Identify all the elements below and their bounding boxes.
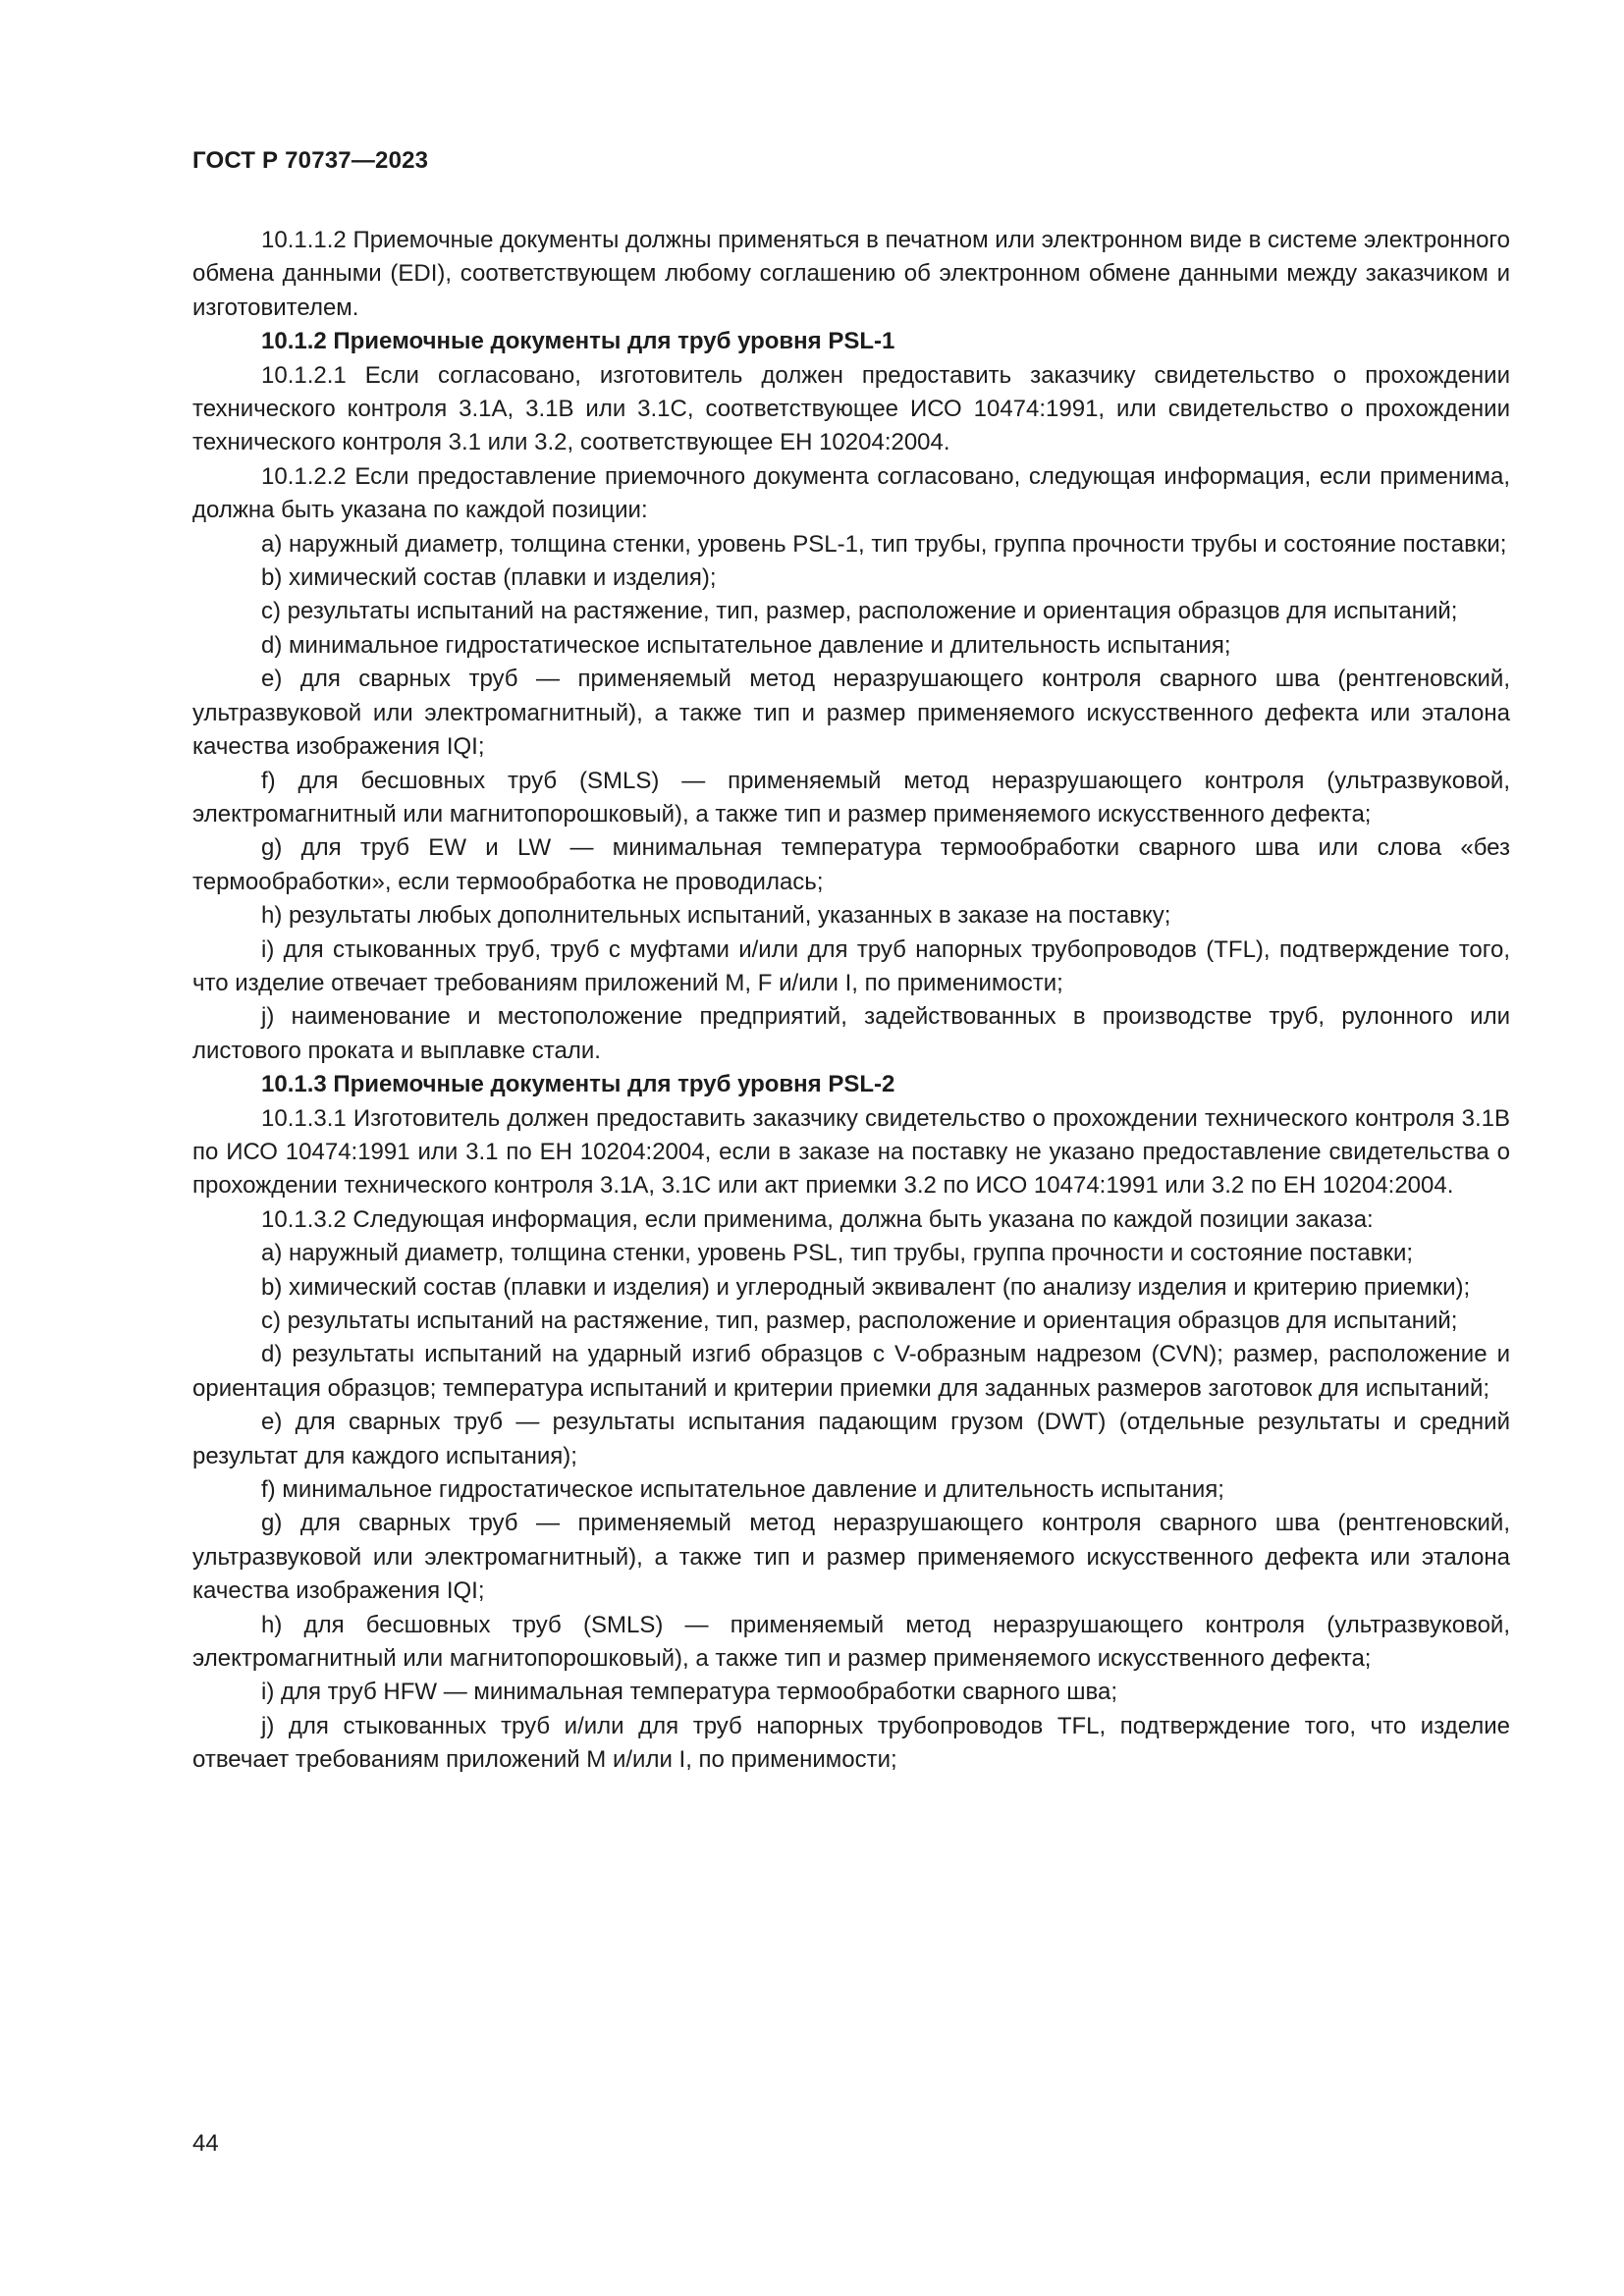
- paragraph: 10.1.3.2 Следующая информация, если применима, должна быть указана по каждой позиции заказа:: [261, 1205, 1374, 1233]
- paragraph: i) для труб HFW — минимальная температура термообработки сварного шва;: [261, 1679, 1117, 1706]
- paragraph: g) для сварных труб — применяемый метод неразрушающего контроля сварного шва (рентгеновский, ультразвуковой или электромагнитный), а также тип и размер применяемого искусственного дефекта или эталона качества изображения IQI;: [192, 1510, 1510, 1605]
- paragraph: h) результаты любых дополнительных испытаний, указанных в заказе на поставку;: [261, 902, 1171, 930]
- paragraph: g) для труб EW и LW — минимальная температура термообработки сварного шва или слова «без термообработки», если термообработка не проводилась;: [192, 834, 1510, 895]
- paragraph: 10.1.3.1 Изготовитель должен предоставить заказчику свидетельство о прохождении технического контроля 3.1В по ИСО 10474:1991 или 3.1 по ЕН 10204:2004, если в заказе на поставку не указано предоставление свидетельства о прохождении технического контроля 3.1А, 3.1С или акт приемки 3.2 по ИСО 10474:1991 или 3.2 по ЕН 10204:2004.: [192, 1104, 1510, 1200]
- document-header: ГОСТ Р 70737—2023: [192, 147, 429, 174]
- paragraph: a) наружный диаметр, толщина стенки, уровень PSL-1, тип трубы, группа прочности трубы и состояние поставки;: [261, 530, 1507, 558]
- paragraph: 10.1.2.1 Если согласовано, изготовитель должен предоставить заказчику свидетельство о прохождении технического контроля 3.1А, 3.1В или 3.1С, соответствующее ИСО 10474:1991, или свидетельство о прохождении технического контроля 3.1 или 3.2, соответствующее ЕН 10204:2004.: [192, 361, 1510, 456]
- paragraph: 10.1.1.2 Приемочные документы должны применяться в печатном или электронном виде в системе электронного обмена данными (EDI), соответствующем любому соглашению об электронном обмене данными между заказчиком и изготовителем.: [192, 227, 1510, 321]
- paragraph: d) результаты испытаний на ударный изгиб образцов с V-образным надрезом (CVN); размер, расположение и ориентация образцов; температура испытаний и критерии приемки для заданных размеров заготовок для испытаний;: [192, 1341, 1510, 1402]
- paragraph: e) для сварных труб — результаты испытания падающим грузом (DWT) (отдельные результаты и средний результат для каждого испытания);: [192, 1409, 1510, 1469]
- paragraph: c) результаты испытаний на растяжение, тип, размер, расположение и ориентация образцов для испытаний;: [261, 598, 1458, 625]
- paragraph: 10.1.2.2 Если предоставление приемочного документа согласовано, следующая информация, если применима, должна быть указана по каждой позиции:: [192, 462, 1510, 524]
- paragraph: f) минимальное гидростатическое испытательное давление и длительность испытания;: [261, 1476, 1224, 1504]
- paragraph: e) для сварных труб — применяемый метод неразрушающего контроля сварного шва (рентгеновский, ультразвуковой или электромагнитный), а также тип и размер применяемого искусственного дефекта или эталона качества изображения IQI;: [192, 666, 1510, 761]
- paragraph: b) химический состав (плавки и изделия);: [261, 564, 717, 592]
- section-heading: 10.1.3 Приемочные документы для труб уровня PSL-2: [261, 1071, 895, 1098]
- paragraph: j) для стыкованных труб и/или для труб напорных трубопроводов TFL, подтверждение того, что изделие отвечает требованиям приложений М и/или I, по применимости;: [192, 1712, 1510, 1774]
- paragraph: h) для бесшовных труб (SMLS) — применяемый метод неразрушающего контроля (ультразвуковой, электромагнитный или магнитопорошковый), а также тип и размер применяемого искусственного дефекта;: [192, 1611, 1510, 1673]
- paragraph: f) для бесшовных труб (SMLS) — применяемый метод неразрушающего контроля (ультразвуковой, электромагнитный или магнитопорошковый), а также тип и размер применяемого искусственного дефекта;: [192, 767, 1510, 828]
- paragraph: a) наружный диаметр, толщина стенки, уровень PSL, тип трубы, группа прочности и состояние поставки;: [261, 1240, 1414, 1267]
- section-heading: 10.1.2 Приемочные документы для труб уровня PSL-1: [261, 328, 895, 355]
- paragraph: b) химический состав (плавки и изделия) и углеродный эквивалент (по анализу изделия и критерию приемки);: [261, 1273, 1471, 1301]
- page-number: 44: [192, 2130, 219, 2157]
- paragraph: j) наименование и местоположение предприятий, задействованных в производстве труб, рулонного или листового проката и выплавке стали.: [192, 1003, 1510, 1064]
- paragraph: i) для стыкованных труб, труб с муфтами и/или для труб напорных трубопроводов (TFL), подтверждение того, что изделие отвечает требованиям приложений М, F и/или I, по применимости;: [192, 935, 1510, 996]
- paragraph: c) результаты испытаний на растяжение, тип, размер, расположение и ориентация образцов для испытаний;: [261, 1308, 1458, 1334]
- document-body: [192, 224, 1510, 1778]
- paragraph: d) минимальное гидростатическое испытательное давление и длительность испытания;: [261, 631, 1231, 659]
